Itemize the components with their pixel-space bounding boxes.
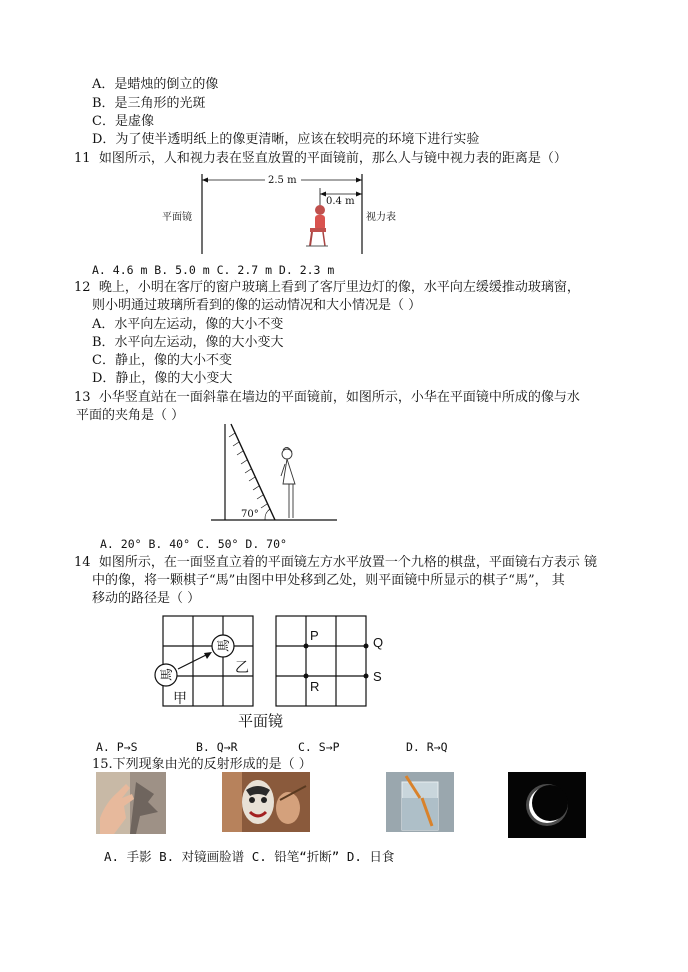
q11-stem [74,150,567,168]
q13-text-1: 小华竖直站在一面斜靠在墙边的平面镜前，如图所示，小华在平面镜中所成的像与水 [98,390,580,405]
q13-stem-line1 [74,389,580,407]
q13-number: 13 [74,390,91,405]
pencil-in-glass-photo [386,772,454,832]
solar-eclipse-photo [508,772,586,838]
q12-option-c: C．静止，像的大小不变 [92,353,232,368]
q14-stem-line1 [74,554,597,572]
point-r: R [310,679,320,694]
q14-number: 14 [74,555,91,570]
q11-dist-total: 2.5 m [268,175,297,186]
q13-stem-line2: 平面的夹角是（ ） [76,408,185,423]
mirror-caption: 平面镜 [238,712,284,730]
q14-stem-line3: 移动的路径是（ ） [92,591,201,606]
q12-stem-line2: 则小明通过玻璃所看到的像的运动情况和大小情况是（ ） [92,298,422,313]
q12-option-a: A．水平向左运动，像的大小不变 [92,317,284,332]
q14-stem-line2: 中的像，将一颗棋子“馬”由图中甲处移到乙处，则平面镜中所显示的棋子“馬”， 其 [92,573,565,588]
jia-label: 甲 [173,691,187,707]
q14-option-d: D. R→Q [406,740,448,754]
q13-angle-label: 70° [241,509,259,520]
q13-figure [205,420,345,525]
q11-mirror-label: 平面镜 [162,212,192,223]
q10-option-b: B．是三角形的光斑 [92,96,206,111]
yi-label: 乙 [235,660,249,676]
q11-figure [160,168,420,258]
q12-stem-line1 [74,279,580,297]
piece-end-label: 馬 [217,638,232,652]
q14-figure [150,612,400,734]
point-p: P [310,628,319,643]
q10-option-a: A．是蜡烛的倒立的像 [92,77,219,92]
q14-text-1: 如图所示，在一面竖直立着的平面镜左方水平放置一个九格的棋盘，平面镜右方表示 镜 [98,555,597,570]
q13-options: A. 20° B. 40° C. 50° D. 70° [100,537,287,551]
q15-options: A. 手影 B. 对镜画脸谱 C. 铅笔“折断” D. 日食 [104,849,395,864]
q12-text-1: 晚上，小明在客厅的窗户玻璃上看到了客厅里边灯的像，水平向左缓缓推动玻璃窗， [98,280,580,295]
q11-dist-person: 0.4 m [326,196,355,207]
q11-number: 11 [74,151,91,166]
point-q: Q [373,635,384,650]
hand-shadow-photo [96,772,166,834]
q14-option-b: B. Q→R [196,740,238,754]
piece-start-label: 馬 [160,667,175,681]
seated-person-illustration [306,205,328,246]
q12-option-b: B．水平向左运动，像的大小变大 [92,335,284,350]
right-chessboard [276,616,366,706]
mirror-face-painting-photo [222,772,310,832]
q14-option-a: A. P→S [96,740,138,754]
q12-option-d: D．静止，像的大小变大 [92,371,233,386]
q14-option-c: C. S→P [298,740,340,754]
q10-option-d: D．为了使半透明纸上的像更清晰，应该在较明亮的环境下进行实验 [92,132,480,147]
q11-options: A. 4.6 m B. 5.0 m C. 2.7 m D. 2.3 m [92,263,335,277]
q15-stem: 15.下列现象由光的反射形成的是（ ） [92,757,312,772]
q11-chart-label: 视力表 [366,212,396,223]
q10-option-c: C．是虚像 [92,114,154,129]
point-s: S [373,669,382,684]
standing-girl-illustration [281,447,295,518]
q11-text: 如图所示，人和视力表在竖直放置的平面镜前，那么人与镜中视力表的距离是（） [98,151,567,166]
q12-number: 12 [74,280,91,295]
